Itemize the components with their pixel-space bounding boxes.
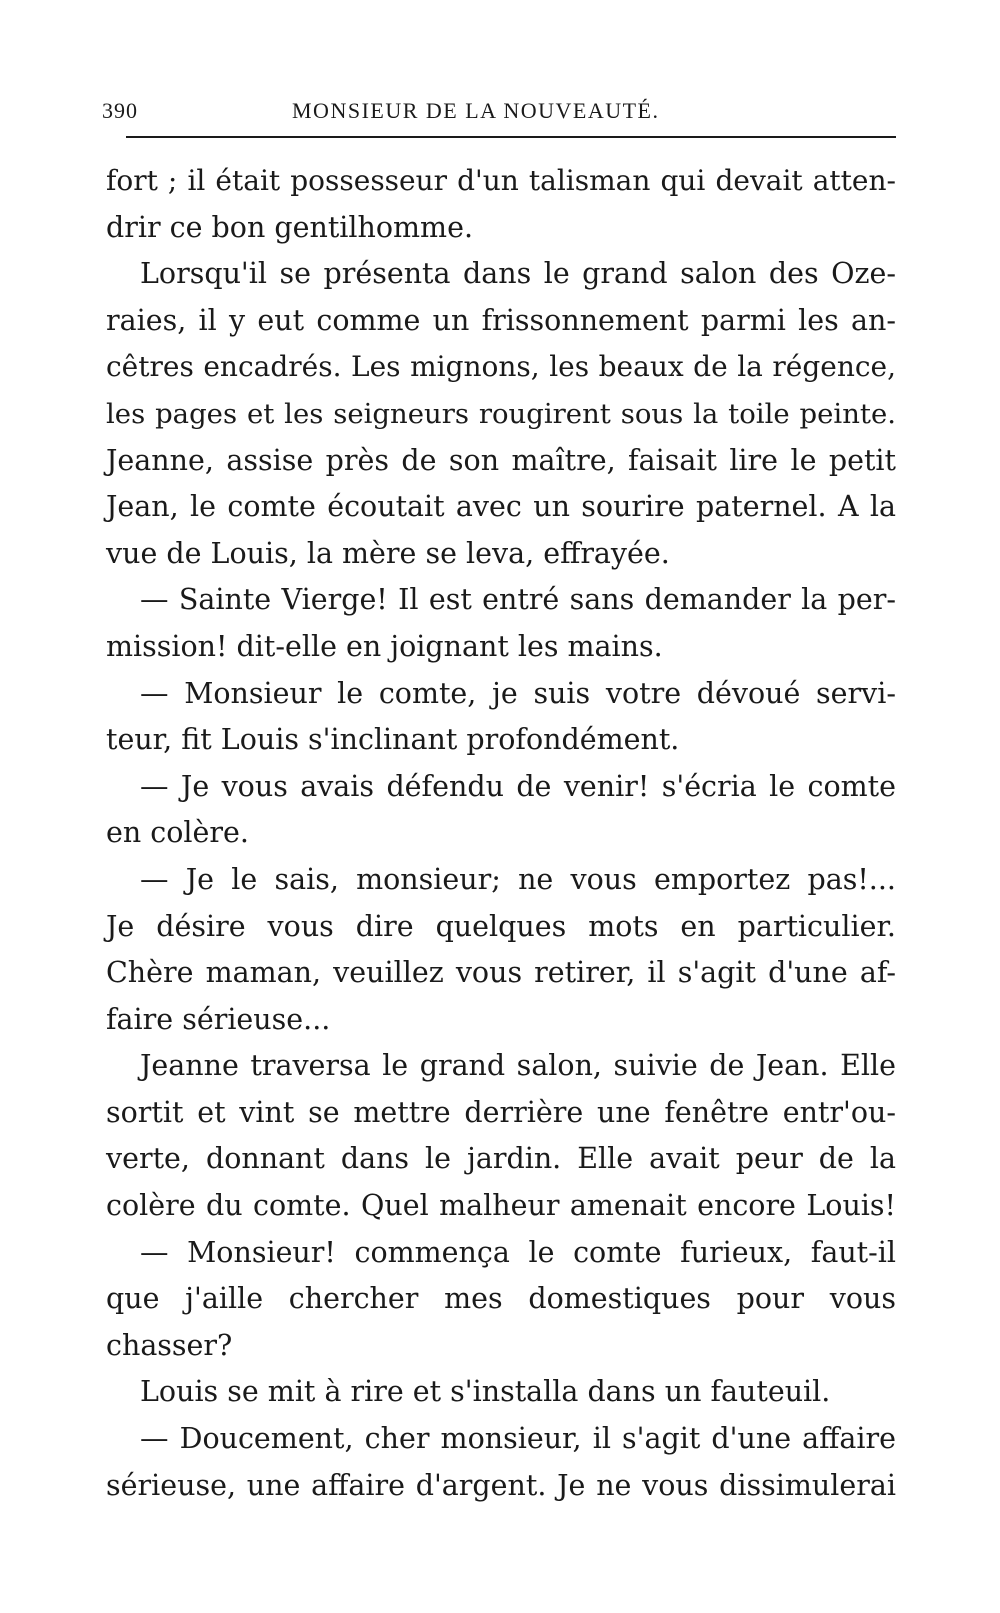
text-line: sortit et vint se mettre derrière une fenêtre entr'ou- (106, 1095, 896, 1129)
text-line: que j'aille chercher mes domestiques pour vous (106, 1282, 896, 1316)
text-line: Louis se mit à rire et s'installa dans un fauteuil. (140, 1375, 831, 1409)
text-line: chasser? (106, 1328, 233, 1362)
text-line: vue de Louis, la mère se leva, effrayée. (106, 536, 670, 570)
text-line: drir ce bon gentilhomme. (106, 210, 474, 244)
text-line: teur, fit Louis s'inclinant profondément. (106, 723, 680, 757)
text-line: les pages et les seigneurs rougirent sous la toile peinte. (106, 397, 896, 430)
text-line: — Sainte Vierge! Il est entré sans demander la per- (140, 583, 896, 617)
text-line: sérieuse, une affaire d'argent. Je ne vous dissimulerai (106, 1468, 896, 1502)
running-head (102, 92, 896, 126)
text-line: en colère. (106, 816, 249, 850)
text-line: faire sérieuse... (106, 1002, 331, 1036)
text-line: Je désire vous dire quelques mots en particulier. (106, 909, 896, 943)
text-line: — Je le sais, monsieur; ne vous emportez pas!... (140, 862, 896, 896)
text-line: — Monsieur! commença le comte furieux, faut-il (140, 1235, 896, 1269)
book-page (102, 92, 896, 1509)
text-line: Jean, le comte écoutait avec un sourire paternel. A la (106, 490, 896, 524)
text-line: colère du comte. Quel malheur amenait encore Louis! (106, 1189, 896, 1223)
text-line: cêtres encadrés. Les mignons, les beaux de la régence, (106, 350, 896, 384)
header-rule (126, 136, 896, 138)
text-line: Chère maman, veuillez vous retirer, il s'agit d'une af- (106, 956, 896, 990)
text-line: — Je vous avais défendu de venir! s'écria le comte (140, 769, 896, 803)
body-text (106, 158, 896, 1509)
text-line: verte, donnant dans le jardin. Elle avait peur de la (106, 1142, 896, 1176)
text-line: mission! dit-elle en joignant les mains. (106, 629, 663, 663)
page-number: 390 (102, 98, 138, 123)
text-line: — Monsieur le comte, je suis votre dévoué servi- (140, 676, 896, 710)
text-line: — Doucement, cher monsieur, il s'agit d'une affaire (140, 1422, 896, 1456)
text-line: fort ; il était possesseur d'un talisman qui devait atten- (106, 164, 896, 197)
text-line: Jeanne, assise près de son maître, faisait lire le petit (106, 443, 896, 477)
text-line: Lorsqu'il se présenta dans le grand salon des Oze- (140, 257, 896, 291)
text-line: raies, il y eut comme un frissonnement parmi les an- (106, 303, 896, 337)
running-title: MONSIEUR DE LA NOUVEAUTÉ. (292, 98, 660, 123)
text-line: Jeanne traversa le grand salon, suivie de Jean. Elle (140, 1049, 896, 1083)
